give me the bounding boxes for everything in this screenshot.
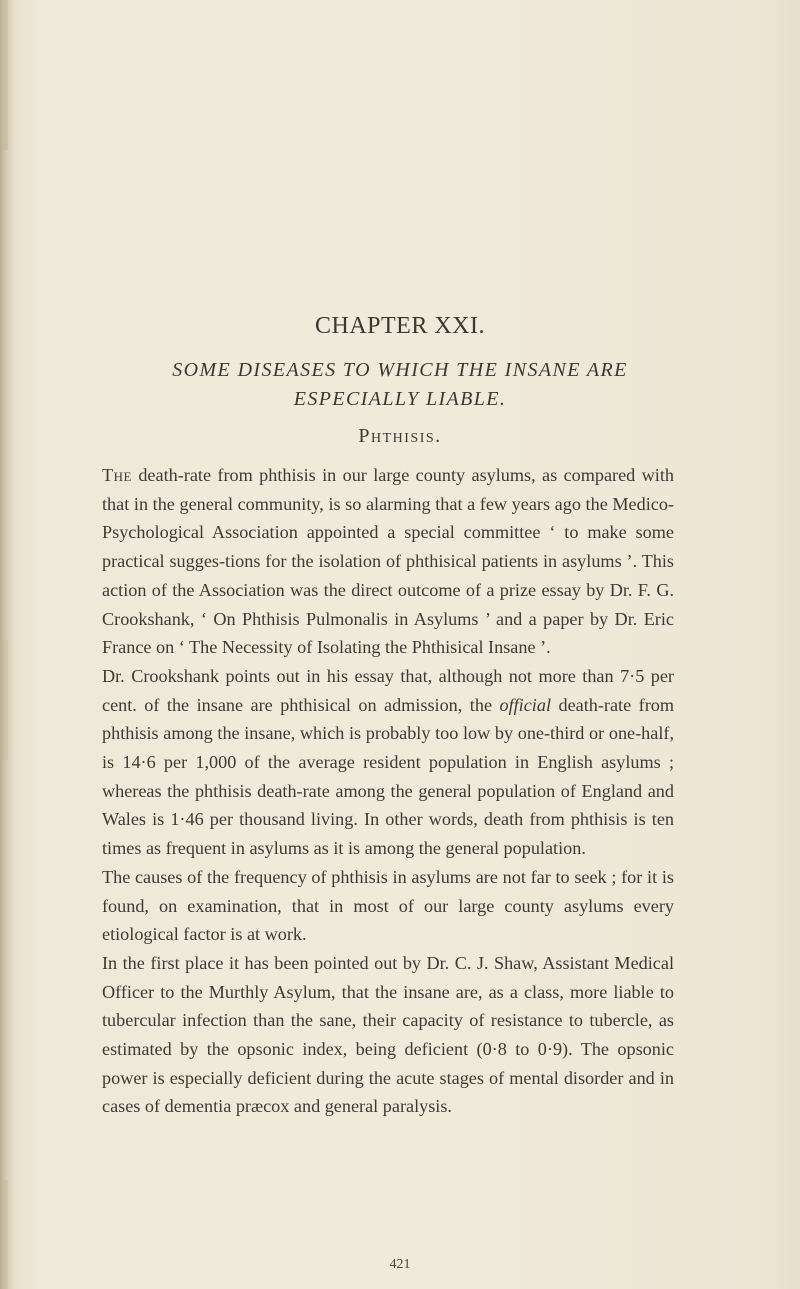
paragraph-3: [102, 863, 674, 949]
chapter-subtitle-line-2: ESPECIALLY LIABLE.: [293, 388, 507, 410]
chapter-title: CHAPTER XXI.: [314, 313, 485, 339]
section-heading: Phthisis.: [358, 425, 442, 447]
page-edge-mark: [2, 0, 8, 150]
page-number: 421: [389, 1257, 411, 1272]
emphasis-official: official: [499, 694, 552, 715]
paragraph-text: death-rate from phthisis among the insane, which is probably too low by one-third or one-half, is 14·6 per 1,000 of the average resident population in English asylums ; whereas the phthisis death-rate among the general population of England and Wales is 1·46 per thousand living. In other words, death from phthisis is ten times as frequent in asylums as it is among the general population.: [102, 694, 674, 859]
paragraph-lead-word: The: [102, 465, 132, 485]
chapter-subtitle-line-1: SOME DISEASES TO WHICH THE INSANE ARE: [172, 359, 628, 381]
paragraph-1: [102, 461, 674, 662]
paragraph-text: The causes of the frequency of phthisis in asylums are not far to seek ; for it is found, on examination, that in most of our large county asylums every etiological factor is at work.: [102, 866, 674, 945]
paragraph-text: death-rate from phthisis in our large county asylums, as compared with that in the general community, is so alarming that a few years ago the Medico-Psychological Association appointed a special committee ‘ to make some practical sugges-tions for the isolation of phthisical patients in asylums ’. This action of the Association was the direct outcome of a prize essay by Dr. F. G. Crookshank, ‘ On Phthisis Pulmonalis in Asylums ’ and a paper by Dr. Eric France on ‘ The Necessity of Isolating the Phthisical Insane ’.: [102, 465, 674, 658]
body-text: [102, 461, 674, 1121]
page-edge-mark: [2, 640, 8, 760]
paragraph-text: Dr. Crookshank points out in his essay that, although not more than 7·5 per cent. of the insane are phthisical on admission, the: [102, 665, 674, 715]
paragraph-4: [102, 949, 674, 1121]
paragraph-text: In the first place it has been pointed out by Dr. C. J. Shaw, Assistant Medical Officer to the Murthly Asylum, that the insane are, as a class, more liable to tubercular infection than the sane, their capacity of resistance to tubercle, as estimated by the opsonic index, being deficient (0·8 to 0·9). The opsonic power is especially deficient during the acute stages of mental disorder and in cases of dementia præcox and general paralysis.: [102, 952, 674, 1117]
paragraph-2: [102, 662, 674, 863]
